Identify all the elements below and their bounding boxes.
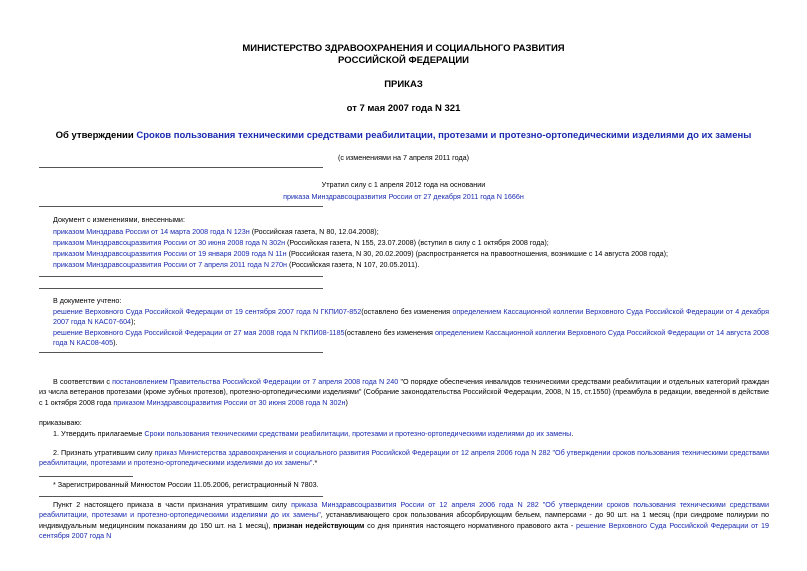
ministry-line-1: МИНИСТЕРСТВО ЗДРАВООХРАНЕНИЯ И СОЦИАЛЬНОГО РАЗВИТИЯ	[242, 43, 565, 54]
doc-title	[0, 130, 807, 142]
changes-heading: Документ с изменениями, внесенными:	[53, 215, 185, 224]
title-link[interactable]: Сроков пользования техническими средствами реабилитации, протезами и протезно-ортопедическими изделиями до их замены	[136, 130, 752, 141]
divider	[39, 167, 323, 168]
note-text: , устанавливающего срок пользования абсорбирующим бельем, памперсами - до 90 шт. на 1 месяц (при синдроме полиурии по индивидуальным медицинским показаниям до 150 шт. на 1 месяц),	[39, 510, 769, 530]
changes-item-rest: (Российская газета, N 155, 23.07.2008) (вступил в силу с 1 октября 2008 года);	[285, 238, 549, 247]
court-note	[39, 500, 769, 542]
divider	[39, 496, 323, 497]
considered-item	[53, 328, 769, 349]
changes-item	[53, 260, 419, 270]
revision-note: (с изменениями на 7 апреля 2011 года)	[337, 153, 470, 162]
considered-link[interactable]: определением Кассационной коллегии Верховного Суда Российской Федерации от 4 декабря 2007 года N КАС07-604	[53, 307, 769, 327]
divider	[39, 352, 323, 353]
preamble-link[interactable]: приказом Минздравсоцразвития России от 30 июня 2008 года N 302н	[113, 397, 346, 407]
changes-item-rest: (Российская газета, N 30, 20.02.2009) (распространяется на правоотношения, возникшие с 14 августа 2008 года);	[286, 249, 669, 258]
expired-link[interactable]: приказа Минздравсоцразвития России от 27 декабря 2011 года N 1666н	[283, 192, 524, 201]
note-link[interactable]: приказа Минздравсоцразвития России от 12 апреля 2006 года N 282 "Об утверждении сроков пользования техническими средствами реабилитации, протезами и протезно-ортопедическими изделиями до их замены"	[39, 500, 769, 520]
considered-link[interactable]: решение Верховного Суда Российской Федерации от 19 сентября 2007 года N ГКПИ07-852	[53, 307, 362, 316]
expired-line-1: Утратил силу с 1 апреля 2012 года на основании	[321, 180, 486, 189]
orders-word: приказываю:	[39, 418, 82, 427]
preamble-text: )	[345, 397, 348, 407]
item-link[interactable]: Сроки пользования техническими средствами реабилитации, протезами и протезно-ортопедическими изделиями до их замены	[144, 429, 572, 438]
note-bold: признан недействующим	[273, 520, 365, 530]
changes-item	[53, 249, 668, 259]
doc-type: ПРИКАЗ	[384, 79, 423, 90]
considered-text: (оставлено без изменения	[361, 307, 453, 316]
changes-item-link[interactable]: приказом Минздравсоцразвития России от 7 апреля 2011 года N 270н	[53, 260, 287, 269]
changes-item-link[interactable]: приказом Минздравсоцразвития России от 19 января 2009 года N 11н	[53, 249, 287, 258]
changes-item-rest: (Российская газета, N 107, 20.05.2011).	[286, 260, 420, 269]
considered-heading: В документе учтено:	[53, 296, 122, 305]
footnote-divider	[39, 476, 133, 477]
considered-link[interactable]: решение Верховного Суда Российской Федерации от 27 мая 2008 года N ГКПИ08-1185	[53, 328, 345, 337]
considered-text: (оставлено без изменения	[344, 328, 435, 337]
divider	[39, 276, 323, 277]
item-text: 2. Признать утратившим силу	[53, 448, 155, 457]
item-1	[39, 429, 769, 439]
doc-date: от 7 мая 2007 года N 321	[346, 103, 461, 114]
changes-item-rest: (Российская газета, N 80, 12.04.2008);	[249, 227, 379, 236]
considered-text: );	[131, 317, 136, 327]
note-text: Пункт 2 настоящего приказа в части признания утратившим силу	[53, 500, 292, 509]
ministry-line-2: РОССИЙСКОЙ ФЕДЕРАЦИИ	[337, 55, 469, 66]
note-text: со дня принятия настоящего нормативного правового акта -	[364, 520, 577, 530]
changes-item-link[interactable]: приказом Минздравсоцразвития России от 30 июня 2008 года N 302н	[53, 238, 286, 247]
footnote: * Зарегистрированный Минюстом России 11.05.2006, регистрационный N 7803.	[53, 480, 319, 489]
divider	[39, 288, 323, 289]
preamble-text: "О порядке обеспечения инвалидов техническими средствами реабилитации и отдельных категорий граждан из числа ветеранов протезами (кроме зубных протезов), протезно-ортопедическими изделиями" (Собрание законодательства Российской Федерации, 2008, N 15, ст.1550) (преамбула в редакции, введенной в действие с 1 октября 2008 года	[39, 377, 770, 407]
preamble-paragraph	[39, 377, 769, 408]
title-prefix: Об утверждении	[55, 130, 137, 141]
divider	[39, 206, 323, 207]
preamble-link[interactable]: постановлением Правительства Российской Федерации от 7 апреля 2008 года N 240	[112, 377, 399, 386]
item-2	[39, 448, 769, 469]
note-link[interactable]: решение Верховного Суда Российской Федерации от 19 сентября 2007 года N	[39, 520, 769, 541]
item-text: .	[571, 429, 574, 438]
item-text: .*	[312, 458, 318, 468]
item-link[interactable]: приказ Министерства здравоохранения и социального развития Российской Федерации от 12 апреля 2006 года N 282 "Об утверждении сроков пользования техническими средствами реабилитации, протезами и протезно-ортопедическими изделиями до их замены"	[39, 448, 769, 468]
item-text: 1. Утвердить прилагаемые	[53, 429, 145, 438]
changes-item	[53, 238, 549, 248]
considered-text: ).	[113, 338, 118, 348]
preamble-text: В соответствии с	[53, 377, 113, 386]
considered-item	[53, 307, 769, 328]
changes-item	[53, 227, 379, 237]
changes-item-link[interactable]: приказом Минздрава России от 14 марта 2008 года N 123н	[53, 227, 250, 236]
considered-link[interactable]: определением Кассационной коллегии Верховного Суда Российской Федерации от 14 августа 2008 года N КАС08-405	[53, 328, 769, 348]
